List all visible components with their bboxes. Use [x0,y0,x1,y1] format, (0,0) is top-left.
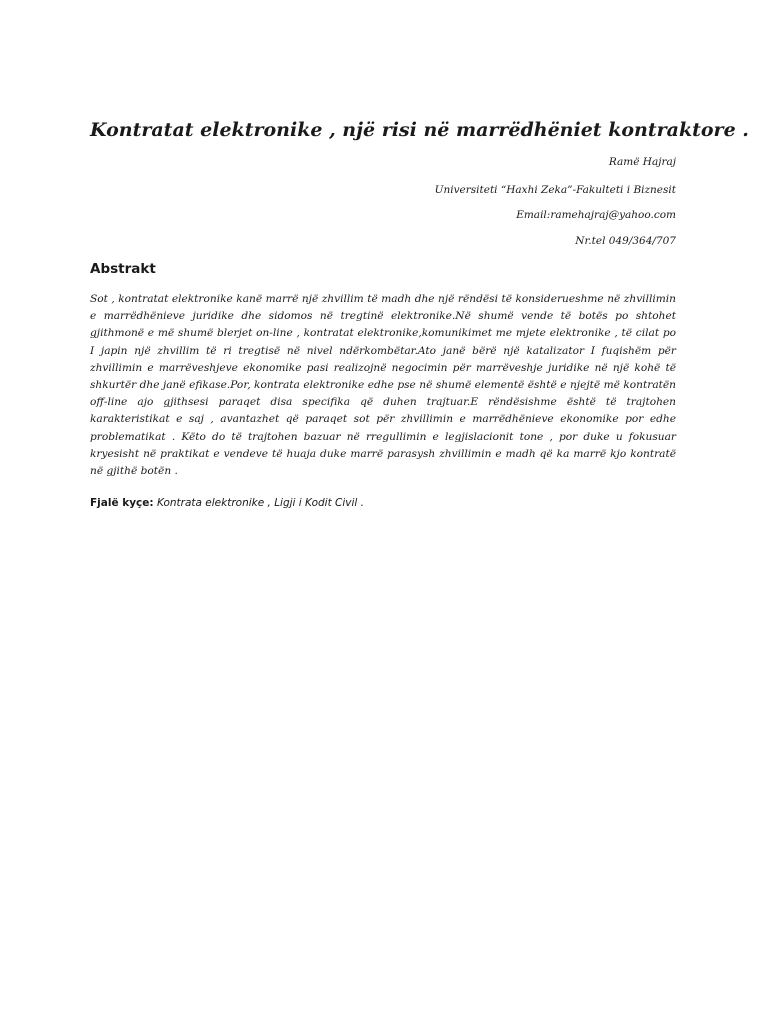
author-affiliation: Universiteti “Haxhi Zeka”-Fakulteti i Biznesit [434,184,676,196]
paper-title: Kontratat elektronike , një risi në marrëdhëniet kontraktore . [90,119,749,141]
abstract-heading: Abstrakt [90,261,156,277]
document-page [90,0,749,1024]
keywords-label: Fjalë kyçe: [90,497,154,509]
author-phone: Nr.tel 049/364/707 [575,235,676,247]
keywords-line [90,495,676,511]
author-email: Email:ramehajraj@yahoo.com [516,209,676,221]
author-name: Ramë Hajraj [608,156,676,168]
abstract-text: Sot , kontratat elektronike kanë marrë një zhvillim të madh dhe një rëndësi të konsiderueshme në zhvillimin e marrëdhënieve juridike dhe sidomos në tregtinë elektronike.Në shumë vende të botës po shtohet gjithmonë e më shumë blerjet on-line , kontratat elektronike,komunikimet me mjete elektronike , të cilat po I japin një zhvillim të ri tregtisë në nivel ndërkombëtar.Ato janë bërë një katalizator I fuqishëm për zhvillimin e marrëveshjeve ekonomike pasi realizojnë negocimin për marrëveshje juridike në një kohë të shkurtër dhe janë efikase.Por, kontrata elektronike edhe pse në shumë elementë është e njejtë më kontratën off-line ajo gjithsesi paraqet disa specifika që duhen trajtuar.E rëndësishme është të trajtohen karakteristikat e saj , avantazhet që paraqet sot për zhvillimin e marrëdhënieve ekonomike por edhe problematikat . Këto do të trajtohen bazuar në rregullimin e legjislacionit tone , por duke u fokusuar kryesisht në praktikat e vendeve të huaja duke marrë parasysh zhvillimin e madh që ka marrë kjo kontratë në gjithë botën . [90,293,676,478]
keywords-value: Kontrata elektronike , Ligji i Kodit Civil . [153,497,364,509]
